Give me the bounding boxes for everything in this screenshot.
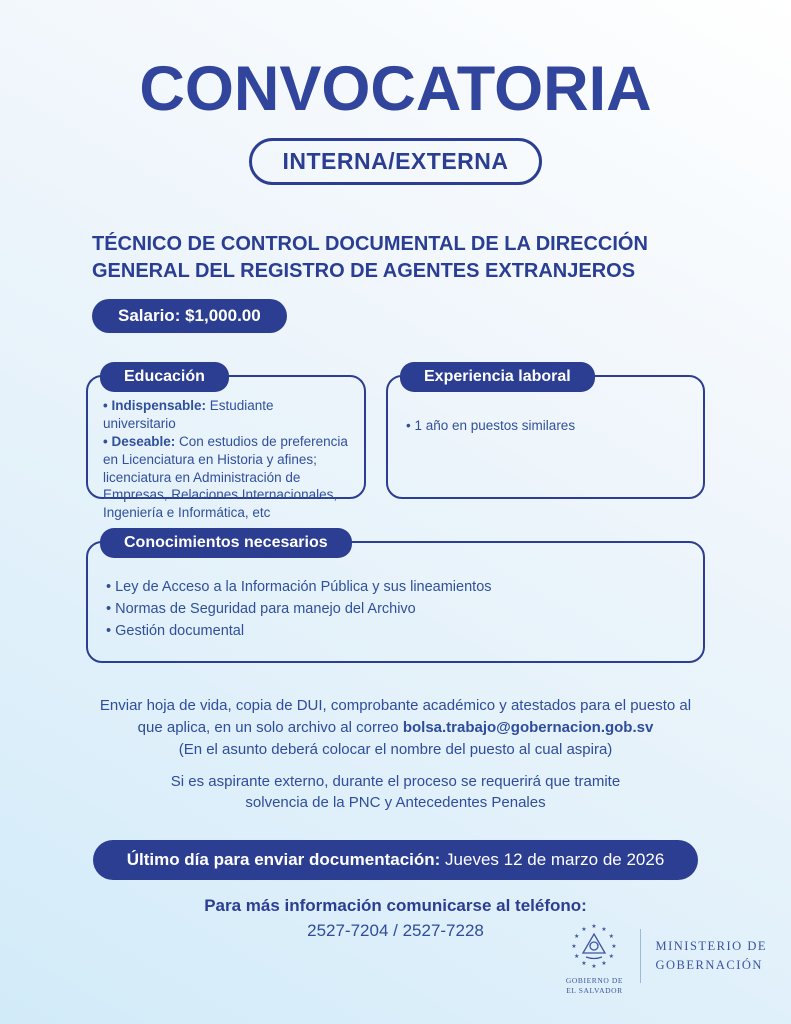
salary-value: $1,000.00: [180, 306, 261, 326]
bullet-text: Con estudios de preferencia en Licenciatura en Historia y afines; licenciatura en Administración de Empresas, Relaciones Internacionales, Ingeniería e Informática, etc: [103, 433, 348, 521]
job-title: TÉCNICO DE CONTROL DOCUMENTAL DE LA DIRECCIÓN GENERAL DEL REGISTRO DE AGENTES EXTRANJEROS: [92, 233, 648, 283]
footer-divider: [640, 929, 641, 983]
knowledge-box: [86, 534, 705, 663]
instructions-text: Enviar hoja de vida, copia de DUI, comprobante académico y atestados para el puesto al que aplica, en un solo archivo al correo: [99, 697, 692, 737]
svg-text:★: ★: [601, 960, 608, 967]
deadline-date: Jueves 12 de marzo de 2026: [440, 850, 665, 870]
application-email: bolsa.trabajo@gobernacion.gob.sv: [402, 719, 654, 737]
knowledge-list: [106, 577, 685, 642]
experience-list: [406, 417, 685, 435]
svg-text:★: ★: [609, 953, 615, 960]
subtitle-container: [0, 138, 791, 185]
poster-content: [86, 231, 705, 943]
contact-label: Para más información comunicarse al teléfono:: [204, 896, 587, 916]
svg-text:★: ★: [571, 943, 578, 950]
subject-note: (En el asunto deberá colocar el nombre del puesto al cual aspira): [178, 740, 613, 758]
ministry-line2: GOBERNACIÓN: [655, 957, 763, 972]
salary-label: Salario:: [118, 306, 181, 326]
subtitle-badge: INTERNA/EXTERNA: [249, 138, 541, 185]
svg-text:★: ★: [601, 926, 608, 933]
list-item: • 1 año en puestos similares: [406, 418, 576, 434]
footer-branding: [562, 916, 767, 996]
experience-header-badge: Experiencia laboral: [400, 362, 595, 392]
deadline-container: [86, 840, 705, 880]
gov-line2: EL SALVADOR: [566, 985, 623, 995]
government-seal: [562, 916, 626, 996]
gov-line1: GOBIERNO DE: [565, 975, 624, 985]
education-box: [86, 368, 366, 521]
el-salvador-seal-icon: [562, 916, 626, 974]
ministry-name: [655, 937, 767, 976]
education-list: [103, 397, 349, 522]
list-item: • Ley de Acceso a la Información Pública y sus lineamientos: [106, 579, 492, 596]
svg-text:★: ★: [574, 933, 580, 940]
requirements-row: [86, 368, 705, 521]
svg-text:★: ★: [591, 923, 598, 930]
list-item: • Normas de Seguridad para manejo del Archivo: [106, 601, 416, 618]
government-caption: [566, 976, 623, 996]
deadline-banner: [93, 840, 699, 880]
svg-text:★: ★: [581, 960, 588, 967]
contact-phones: 2527-7204 / 2527-7228: [307, 920, 484, 940]
list-item: • Gestión documental: [106, 622, 245, 639]
application-instructions: [86, 695, 705, 760]
bullet-lead: • Indispensable:: [103, 398, 206, 414]
list-item: [103, 397, 349, 433]
list-item: [103, 433, 349, 522]
ministry-line1: MINISTERIO DE: [655, 938, 767, 953]
experience-box: [386, 368, 705, 499]
svg-text:★: ★: [611, 943, 618, 950]
svg-text:★: ★: [609, 933, 615, 940]
bullet-lead: • Deseable:: [103, 433, 176, 449]
salary-badge: [92, 299, 287, 333]
external-applicant-note: Si es aspirante externo, durante el proceso se requerirá que tramite solvencia de la PNC y Antecedentes Penales: [170, 772, 621, 812]
svg-text:★: ★: [574, 953, 580, 960]
deadline-label: Último día para enviar documentación:: [126, 850, 441, 870]
page-title: CONVOCATORIA: [139, 54, 652, 124]
knowledge-header-badge: Conocimientos necesarios: [100, 528, 352, 558]
svg-text:★: ★: [591, 963, 598, 970]
education-header-badge: Educación: [100, 362, 229, 392]
svg-text:★: ★: [581, 926, 588, 933]
bullet-text: Estudiante universitario: [103, 398, 274, 432]
